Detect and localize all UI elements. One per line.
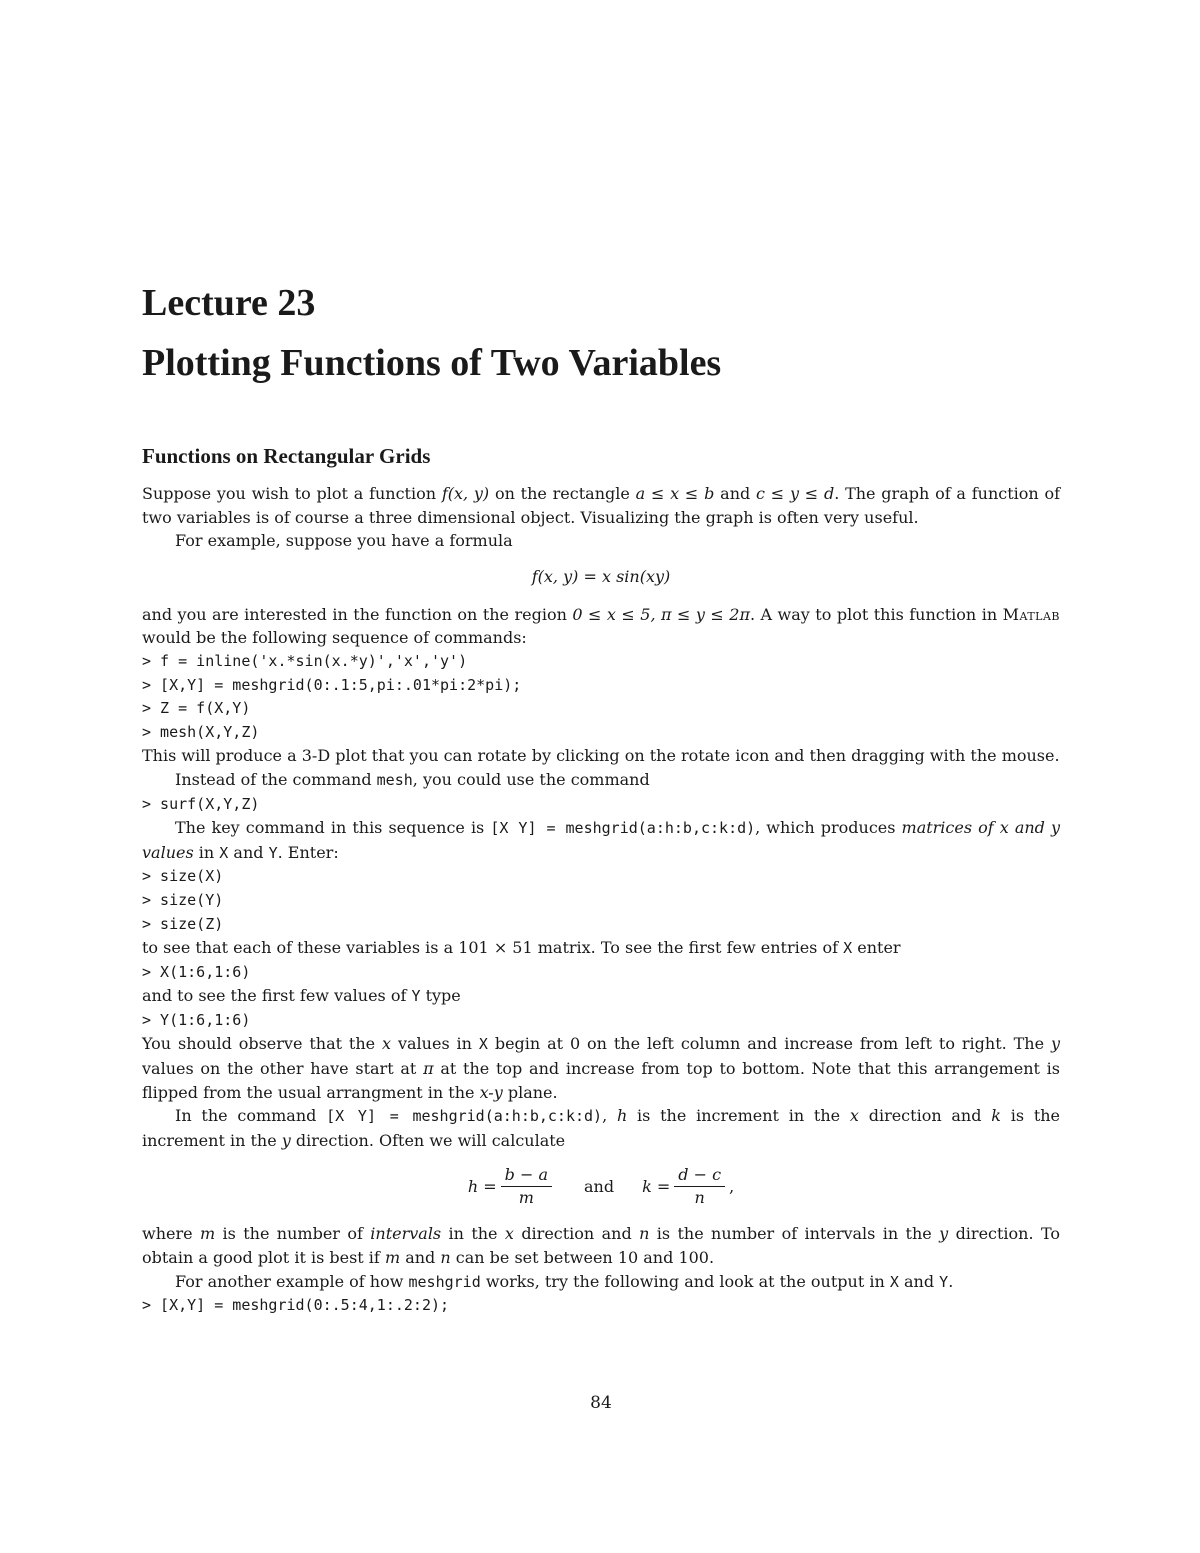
- chapter-title: Plotting Functions of Two Variables: [142, 342, 722, 384]
- k-lhs: k =: [642, 1176, 671, 1196]
- text: is the increment in the: [142, 1106, 1061, 1150]
- text: on the rectangle: [489, 484, 636, 503]
- text: would be the following sequence of commands:: [142, 628, 527, 648]
- code-line: > X(1:6,1:6): [142, 962, 251, 981]
- text: works, try the following and look at the output in: [480, 1271, 890, 1291]
- text: direction. Often we will calculate: [290, 1130, 566, 1150]
- paragraph-another-example: [142, 1270, 1060, 1295]
- code-line: > size(Z): [142, 914, 224, 933]
- lecture-heading: Lecture 23: [142, 282, 316, 324]
- math: x-y: [479, 1082, 503, 1102]
- text: and: [400, 1248, 441, 1268]
- text: Suppose you wish to plot a function: [142, 484, 442, 503]
- text: in the: [441, 1224, 505, 1244]
- math: x: [382, 1034, 392, 1054]
- inline-code: X: [478, 1035, 488, 1054]
- h-lhs: h =: [467, 1176, 497, 1196]
- text: and you are interested in the function on the region: [142, 604, 573, 624]
- text: ,: [602, 1106, 617, 1126]
- display-formula: f(x, y) = x sin(xy): [531, 566, 671, 586]
- text: You should observe that the: [142, 1034, 383, 1054]
- paragraph-observe: [142, 1032, 1060, 1104]
- comma: ,: [729, 1176, 735, 1196]
- code-line: > f = inline('x.*sin(x.*y)','x','y'): [142, 651, 468, 670]
- math: y: [1050, 1034, 1061, 1054]
- inline-code: X: [219, 843, 229, 862]
- text: direction and: [858, 1106, 992, 1126]
- paragraph-surf: [142, 768, 1060, 793]
- code-line: > [X,Y] = meshgrid(0:.5:4,1:.2:2);: [142, 1296, 450, 1315]
- math: x: [849, 1106, 859, 1126]
- text: is the number of: [215, 1224, 371, 1244]
- emphasis: matrices of x and y values: [142, 818, 1061, 862]
- k-denominator: n: [694, 1187, 705, 1207]
- text: .: [948, 1271, 954, 1291]
- inline-code: [X Y] = meshgrid(a:h:b,c:k:d): [326, 1107, 603, 1126]
- text: type: [420, 986, 461, 1006]
- inline-code: Y: [268, 843, 278, 862]
- page-number: 84: [590, 1393, 612, 1413]
- math: k: [991, 1106, 1001, 1126]
- paragraph-increment: [142, 1104, 1060, 1152]
- paragraph-y-values: [142, 984, 1060, 1009]
- code-line: > mesh(X,Y,Z): [142, 722, 260, 741]
- text: . The graph of a function of two variables is of course a three dimensional object. Visualizing the graph is often very useful.: [142, 484, 1061, 527]
- text: begin at 0 on the left column and increase from left to right. The: [487, 1034, 1051, 1054]
- math: f(x, y): [441, 484, 490, 503]
- emphasis: intervals: [370, 1224, 442, 1244]
- code-line: > size(X): [142, 867, 224, 886]
- math: c ≤ y ≤ d: [756, 484, 835, 503]
- paragraph-intro: [142, 482, 1060, 529]
- text: The key command in this sequence is: [175, 818, 491, 838]
- math: x: [504, 1224, 514, 1244]
- inline-code: X: [843, 939, 853, 958]
- text: can be set between 10 and 100.: [450, 1248, 715, 1268]
- body-text: [142, 482, 1060, 1318]
- and-word: and: [584, 1176, 615, 1196]
- h-fraction: [501, 1164, 552, 1209]
- paragraph-example: For example, suppose you have a formula: [175, 531, 513, 551]
- math: m: [384, 1248, 401, 1268]
- k-fraction: [674, 1164, 725, 1209]
- k-numerator: d − c: [674, 1164, 725, 1187]
- fraction-display: [142, 1158, 1060, 1214]
- inline-code: meshgrid: [408, 1272, 481, 1291]
- text: enter: [852, 938, 901, 958]
- text: , you could use the command: [412, 769, 650, 789]
- math: m: [199, 1224, 216, 1244]
- math: y: [939, 1224, 949, 1244]
- page: [142, 0, 1060, 1553]
- code-line: > Y(1:6,1:6): [142, 1010, 251, 1029]
- inline-code: mesh: [376, 770, 413, 789]
- text: in: [193, 842, 220, 862]
- text: is the number of intervals in the: [649, 1224, 940, 1244]
- paragraph-key-command: [142, 816, 1060, 865]
- code-line: > [X,Y] = meshgrid(0:.1:5,pi:.01*pi:2*pi);: [142, 675, 522, 694]
- text: is the increment in the: [627, 1106, 850, 1126]
- paragraph-size: [142, 936, 1060, 961]
- text: values on the other have start at: [142, 1059, 424, 1079]
- text: Instead of the command: [175, 769, 377, 789]
- math: a ≤ x ≤ b: [635, 484, 715, 503]
- inline-code: X: [889, 1272, 899, 1291]
- text: and: [228, 842, 269, 862]
- text: at the top and increase from top to bottom. Note that this arrangement is flipped from the usual arrangment in the: [142, 1059, 1061, 1102]
- text: direction and: [513, 1224, 640, 1244]
- text: where: [142, 1224, 200, 1244]
- code-line: > size(Y): [142, 890, 224, 909]
- text: and: [898, 1271, 940, 1291]
- math: y: [281, 1130, 291, 1150]
- paragraph-intervals: [142, 1222, 1060, 1269]
- text: For another example of how: [175, 1271, 409, 1291]
- math: π: [423, 1059, 434, 1079]
- text: direction. To obtain a good plot it is best if: [142, 1224, 1061, 1268]
- text: In the command: [175, 1106, 327, 1126]
- text: , which produces: [755, 818, 902, 838]
- math: n: [639, 1224, 650, 1244]
- math: 0 ≤ x ≤ 5, π ≤ y ≤ 2π: [572, 604, 750, 624]
- paragraph-rotate: This will produce a 3-D plot that you can rotate by clicking on the rotate icon and then dragging with the mouse.: [142, 746, 1060, 766]
- matlab-name: Matlab: [1002, 604, 1061, 624]
- text: . A way to plot this function in: [749, 604, 1003, 624]
- text: to see that each of these variables is a 101 × 51 matrix. To see the first few entries of: [142, 938, 844, 958]
- inline-code: [X Y] = meshgrid(a:h:b,c:k:d): [490, 819, 756, 838]
- paragraph-region: [142, 603, 1060, 650]
- code-line: > surf(X,Y,Z): [142, 794, 260, 813]
- text: and to see the first few values of: [142, 986, 412, 1006]
- h-denominator: m: [518, 1187, 534, 1207]
- text: and: [714, 484, 757, 503]
- math: n: [440, 1248, 451, 1268]
- text: plane.: [502, 1082, 558, 1102]
- inline-code: Y: [939, 1272, 949, 1291]
- code-line: > Z = f(X,Y): [142, 699, 251, 718]
- math: h: [616, 1106, 628, 1126]
- text: values in: [391, 1034, 479, 1054]
- h-numerator: b − a: [501, 1164, 552, 1187]
- section-title: Functions on Rectangular Grids: [142, 444, 431, 468]
- inline-code: Y: [411, 987, 421, 1006]
- text: . Enter:: [277, 842, 339, 862]
